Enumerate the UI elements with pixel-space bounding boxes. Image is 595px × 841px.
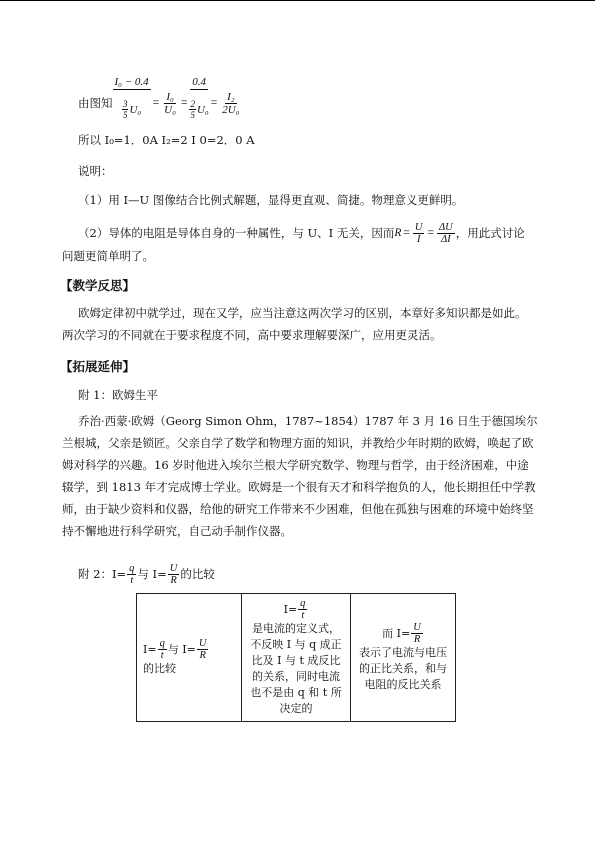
section-heading-extension: 【拓展延伸】 [60,359,136,374]
table-cell-comparison: I= $\frac{q}{t}$ 与 I= $\frac{U}{R}$ 的比较 [137,594,242,722]
fraction-2: $\frac{\text{I₀}}{\text{U₀}}$ [164,90,176,116]
page-top-rule [0,0,595,1]
section-heading-reflection: 【教学反思】 [60,278,136,293]
comparison-table [136,593,456,722]
table-cell-ohm-law: 而 I= $\frac{U}{R}$ 表示了电流与电压的正比关系，和与电阻的反比关系 [351,594,456,722]
fraction-4: $\frac{\text{I₂}}{\text{2U₀}}$ [222,90,240,116]
note-1: （1）用 I—U 图像结合比例式解题，显得更直观、简捷。物理意义更鲜明。 [78,193,464,207]
table-cell-definition: I= $\frac{q}{t}$ 是电流的定义式，不反映 I 与 q 成正比及 I 与 t 成反比的关系，同时电流也不是由 q 和 t 所决定的 [242,594,351,722]
ratio-equation: 由图知 I₀ − 0.4 3 5 U₀ = $\frac{\text{I₀}}{\text{U₀}}$ = 0.4 2 5 U₀ = $\frac{\text{I₂}}{\text{2U₀}}$ [78,76,243,130]
ohm-biography: 乔治·西蒙·欧姆（Georg Simon Ohm，1787~1854）1787 年 3 月 16 日生于德国埃尔兰根城，父亲是锁匠。父亲自学了数学和物理方面的知识，并教给少年时期的欧姆，唤起了欧姆对科学的兴趣。16 岁时他进入埃尔兰根大学研究数学、物理与哲学，由于经济困难，中途辍学，到 1813 年才完成博士学业。欧姆是一个很有天才和科学抱负的人，他长期担任中学教师，由于缺少资料和仪器，给他的研究工作带来不少困难，但他在孤独与困难的环境中始终坚持不懈地进行科学研究，自己动手制作仪器。 [62,414,538,538]
appendix-2-title: 附 2：I= $\frac{q}{t}$ 与 I= $\frac{U}{R}$ 的比较 [78,562,215,586]
appendix-1-title: 附 1：欧姆生平 [78,388,158,402]
note-2: （2）导体的电阻是导体自身的一种属性，与 U、I 无关，因而 R = $\frac{U}{I}$ = $\frac{\Delta U}{\Delta I}$ ，用此式讨论 [78,221,525,245]
result-line: 所以 I₀=1．0A I₂=2 I 0=2．0 A [78,133,255,147]
u-over-i: $\frac{U}{I}$ [414,221,423,245]
du-over-di: $\frac{\Delta U}{\Delta I}$ [438,221,453,245]
note-2-line-2: 问题更简单明了。 [62,249,154,263]
fraction-3: 0.4 2 5 U₀ [190,76,209,120]
explain-label: 说明： [78,164,113,178]
fraction-1: I₀ − 0.4 3 5 U₀ [114,76,149,120]
reflection-paragraph: 欧姆定律初中就学过，现在又学，应当注意这两次学习的区别，本章好多知识都是如此。两次学习的不同就在于要求程度不同，高中要求理解要深广，应用更灵活。 [62,306,527,342]
equation-prefix: 由图知 [78,96,113,110]
